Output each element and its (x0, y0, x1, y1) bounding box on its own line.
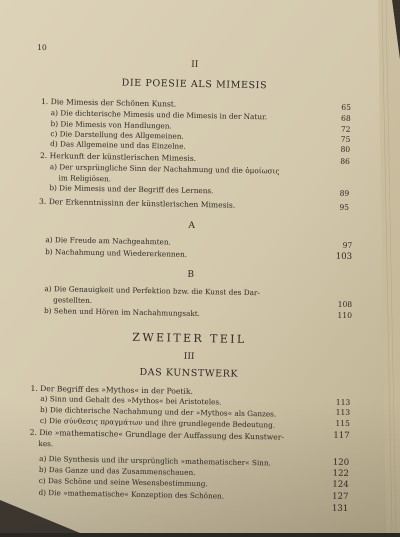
toc-entry: 2. Herkunft der künstlerischen Mimesis. (39, 150, 197, 163)
toc-page: 89 (339, 188, 350, 198)
toc-page: 65 (341, 102, 352, 112)
toc-page: 108 (337, 299, 353, 309)
toc-entry: 1. Die Mimesis der Schönen Kunst. (40, 96, 177, 109)
toc-page: 115 (335, 418, 350, 428)
section-b-heading: B (187, 269, 195, 280)
toc-entry: a) Der ursprüngliche Sinn der Nachahmung und die ὁμοίωσις (49, 162, 280, 176)
toc-page: 122 (332, 468, 350, 479)
toc-entry-continued: im Religiösen. (58, 173, 112, 184)
toc-page: 110 (337, 310, 353, 320)
toc-entry: 3. Der Erkenntnissinn der künstlerischen Mimesis. (39, 196, 236, 210)
toc-entry: b) Nachahmung und Wiedererkennen. (45, 247, 188, 259)
toc-entry: a) Die Freude am Nachgeahmten. (45, 235, 171, 247)
toc-entry: d) Das Allgemeine und das Einzelne. (50, 139, 186, 151)
toc-page: 113 (335, 397, 351, 407)
toc-page: 68 (340, 113, 351, 123)
toc-entry-continued: gestellten. (53, 295, 93, 305)
toc-entry: a) Die dichterische Mimesis und die Mimesis in der Natur. (50, 108, 268, 122)
toc-entry: d) Die »mathematische« Konzeption des Schönen. (38, 487, 225, 501)
toc-entry: b) Das Ganze und das Zusammenschauen. (38, 464, 196, 477)
toc-entry: a) Die Genauigkeit und Perfektion bzw. die Kunst des Dar- (44, 284, 261, 298)
toc-page: 117 (333, 430, 350, 441)
toc-entry: 1. Der Begriff des »Mythos« in der Poetik. (30, 383, 194, 396)
toc-page: 131 (331, 503, 349, 514)
toc-entry: c) Die Darstellung des Allgemeinen. (50, 129, 184, 141)
toc-page: 75 (340, 134, 351, 144)
chapter-roman-numeral: III (183, 351, 195, 362)
toc-page: 127 (331, 491, 349, 502)
toc-entry: 2. Die »mathematische« Grundlage der Auffassung des Kunstwer- (29, 427, 285, 442)
toc-entry: b) Die Mimesis und der Begriff des Lernens. (49, 183, 214, 196)
chapter-roman-numeral: II (191, 59, 199, 70)
toc-page: 95 (339, 202, 350, 212)
toc-entry: b) Die Mimesis von Handlungen. (50, 119, 172, 131)
toc-entry: b) Die dichterische Nachahmung und der »Mythos« als Ganzes. (40, 405, 277, 419)
toc-page: 97 (342, 240, 353, 250)
toc-entry: c) Das Schöne und seine Wesensbestimmung. (38, 475, 208, 489)
toc-page: 103 (335, 251, 353, 262)
toc-page: 120 (332, 457, 350, 468)
toc-entry: a) Sinn und Gehalt des »Mythos« bei Aristoteles. (40, 394, 222, 407)
toc-entry: b) Sehen und Hören im Nachahmungsakt. (43, 306, 201, 319)
section-a-heading: A (188, 220, 196, 231)
toc-entry-continued: kes. (38, 438, 54, 449)
toc-page: 124 (332, 479, 349, 490)
chapter-title: DAS KUNSTWERK (139, 366, 239, 380)
part-title: ZWEITER TEIL (132, 330, 247, 346)
toc-page: 86 (340, 156, 351, 166)
toc-page: 113 (335, 407, 351, 417)
chapter-title: DIE POESIE ALS MIMESIS (121, 77, 268, 92)
toc-page: 80 (340, 144, 351, 154)
page-number: 10 (36, 42, 47, 53)
toc-page: 72 (340, 124, 351, 134)
toc-entry: a) Die Synthesis und ihr ursprünglich »mathematischer« Sinn. (39, 453, 272, 468)
toc-entry: c) Die σύνθεσις πραγμάτων und ihre grundlegende Bedeutung. (39, 416, 276, 430)
